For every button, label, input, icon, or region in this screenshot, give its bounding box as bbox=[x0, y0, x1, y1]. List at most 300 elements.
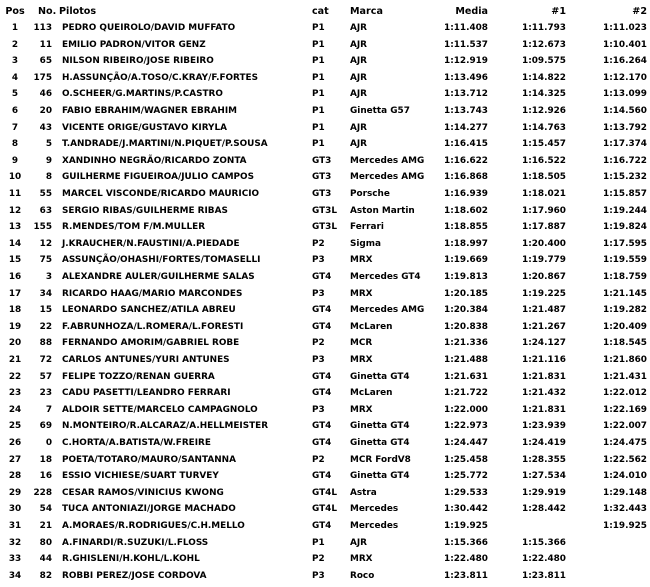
cell-media: 1:18.997 bbox=[444, 238, 488, 249]
table-row bbox=[0, 203, 650, 219]
cell-lap1: 1:14.763 bbox=[522, 122, 566, 133]
table-row bbox=[0, 120, 650, 136]
table-row bbox=[0, 302, 650, 318]
cell-pilotos: CESAR RAMOS/VINICIUS KWONG bbox=[62, 487, 224, 498]
cell-lap1: 1:09.575 bbox=[522, 56, 566, 67]
cell-lap1: 1:15.457 bbox=[522, 139, 566, 150]
cell-lap1: 1:20.867 bbox=[522, 272, 566, 282]
cell-lap2: 1:18.545 bbox=[603, 338, 647, 349]
cell-marca: Mercedes bbox=[350, 504, 399, 515]
cell-lap1: 1:23.811 bbox=[522, 570, 566, 581]
cell-no: 65 bbox=[39, 56, 52, 67]
cell-cat: GT3 bbox=[312, 172, 332, 183]
cell-pilotos: ALEXANDRE AULER/GUILHERME SALAS bbox=[62, 272, 255, 282]
cell-pilotos: O.SCHEER/G.MARTINS/P.CASTRO bbox=[62, 89, 223, 100]
cell-pos: 3 bbox=[11, 56, 19, 67]
cell-lap2: 1:22.007 bbox=[603, 421, 647, 432]
table-row bbox=[0, 568, 650, 584]
cell-pilotos: GUILHERME FIGUEIROA/JULIO CAMPOS bbox=[62, 172, 254, 183]
cell-no: 11 bbox=[39, 39, 52, 50]
cell-pilotos: R.GHISLENI/H.KOHL/L.KOHL bbox=[62, 554, 200, 565]
cell-lap2: 1:22.012 bbox=[603, 388, 647, 399]
cell-lap2: 1:21.860 bbox=[603, 355, 647, 365]
cell-lap1: 1:16.522 bbox=[522, 155, 566, 166]
cell-no: 9 bbox=[45, 155, 52, 166]
cell-lap1: 1:21.831 bbox=[522, 371, 566, 382]
table-row bbox=[0, 402, 650, 418]
cell-lap2: 1:19.244 bbox=[603, 205, 647, 216]
table-row bbox=[0, 501, 650, 517]
cell-cat: GT4 bbox=[312, 421, 332, 432]
cell-no: 12 bbox=[39, 238, 52, 249]
cell-lap1: 1:24.419 bbox=[522, 438, 566, 448]
cell-cat: GT3 bbox=[312, 189, 332, 199]
cell-lap2: 1:22.562 bbox=[603, 454, 647, 465]
cell-pos: 23 bbox=[8, 388, 22, 399]
cell-marca: MRX bbox=[350, 554, 373, 565]
cell-pos: 11 bbox=[8, 189, 22, 199]
cell-marca: Ginetta GT4 bbox=[350, 438, 410, 448]
cell-no: 155 bbox=[33, 222, 52, 233]
cell-pilotos: A.MORAES/R.RODRIGUES/C.H.MELLO bbox=[62, 521, 245, 531]
cell-marca: MCR bbox=[350, 338, 373, 349]
cell-media: 1:22.000 bbox=[444, 404, 488, 415]
cell-marca: Roco bbox=[350, 570, 375, 581]
cell-cat: P3 bbox=[312, 255, 325, 266]
cell-pilotos: A.FINARDI/R.SUZUKI/L.FLOSS bbox=[62, 537, 209, 548]
cell-cat: P2 bbox=[312, 238, 325, 249]
cell-lap1: 1:28.442 bbox=[522, 504, 566, 515]
cell-pos: 28 bbox=[8, 471, 22, 482]
table-row bbox=[0, 518, 650, 534]
table-row bbox=[0, 236, 650, 252]
cell-pilotos: H.ASSUNÇÃO/A.TOSO/C.KRAY/F.FORTES bbox=[62, 72, 258, 83]
cell-marca: MRX bbox=[350, 255, 373, 266]
cell-pilotos: F.ABRUNHOZA/L.ROMERA/L.FORESTI bbox=[62, 321, 244, 332]
cell-lap2: 1:21.431 bbox=[603, 371, 647, 382]
cell-media: 1:18.602 bbox=[444, 205, 488, 216]
cell-marca: MRX bbox=[350, 288, 373, 299]
cell-lap1: 1:14.822 bbox=[522, 72, 566, 83]
cell-marca: Mercedes AMG bbox=[350, 172, 425, 183]
cell-lap1: 1:21.487 bbox=[522, 305, 566, 316]
cell-lap1: 1:21.267 bbox=[522, 321, 566, 332]
cell-lap2: 1:19.824 bbox=[603, 222, 647, 233]
table-row bbox=[0, 485, 650, 501]
table-row bbox=[0, 37, 650, 53]
cell-cat: P1 bbox=[312, 122, 325, 133]
cell-marca: McLaren bbox=[350, 388, 393, 399]
cell-media: 1:11.408 bbox=[444, 23, 488, 33]
cell-pilotos: R.MENDES/TOM F/M.MULLER bbox=[62, 222, 206, 233]
cell-pos: 2 bbox=[11, 39, 19, 50]
cell-lap2: 1:21.145 bbox=[603, 288, 647, 299]
cell-lap2: 1:19.559 bbox=[603, 255, 647, 266]
cell-no: 34 bbox=[39, 288, 52, 299]
cell-pilotos: N.MONTEIRO/R.ALCARAZ/A.HELLMEISTER bbox=[62, 421, 269, 432]
cell-cat: P1 bbox=[312, 139, 325, 150]
cell-marca: Sigma bbox=[350, 238, 382, 249]
cell-cat: P3 bbox=[312, 404, 325, 415]
cell-pos: 31 bbox=[8, 521, 22, 531]
cell-pilotos: TUCA ANTONIAZI/JORGE MACHADO bbox=[62, 504, 236, 515]
cell-no: 16 bbox=[39, 471, 52, 482]
table-row bbox=[0, 269, 650, 285]
cell-pos: 29 bbox=[8, 487, 22, 498]
cell-no: 5 bbox=[45, 139, 52, 150]
cell-pos: 16 bbox=[8, 272, 22, 282]
cell-pilotos: EMILIO PADRON/VITOR GENZ bbox=[62, 39, 206, 50]
cell-media: 1:11.537 bbox=[444, 39, 488, 50]
cell-media: 1:15.366 bbox=[444, 537, 488, 548]
cell-marca: MRX bbox=[350, 355, 373, 365]
cell-pilotos: CARLOS ANTUNES/YURI ANTUNES bbox=[62, 355, 230, 365]
cell-lap2: 1:29.148 bbox=[603, 487, 647, 498]
cell-lap2: 1:15.857 bbox=[603, 189, 647, 199]
cell-pos: 22 bbox=[8, 371, 22, 382]
cell-pos: 32 bbox=[8, 537, 22, 548]
cell-lap2: 1:20.409 bbox=[603, 321, 647, 332]
cell-marca: AJR bbox=[350, 139, 368, 150]
cell-pilotos: ALDOIR SETTE/MARCELO CAMPAGNOLO bbox=[62, 404, 258, 415]
cell-lap1: 1:18.021 bbox=[522, 189, 566, 199]
cell-marca: MCR FordV8 bbox=[350, 454, 411, 465]
cell-no: 88 bbox=[39, 338, 52, 349]
cell-lap1: 1:12.926 bbox=[522, 106, 566, 116]
cell-cat: GT4 bbox=[312, 388, 332, 399]
cell-pilotos: FELIPE TOZZO/RENAN GUERRA bbox=[62, 371, 215, 382]
cell-media: 1:21.336 bbox=[444, 338, 488, 349]
cell-cat: GT4L bbox=[312, 487, 338, 498]
cell-lap2: 1:13.792 bbox=[603, 122, 647, 133]
cell-marca: Aston Martin bbox=[350, 205, 415, 216]
cell-cat: GT3L bbox=[312, 222, 338, 233]
cell-media: 1:21.488 bbox=[444, 355, 488, 365]
cell-cat: P1 bbox=[312, 39, 325, 50]
cell-lap1: 1:20.400 bbox=[522, 238, 566, 249]
cell-media: 1:21.631 bbox=[444, 371, 488, 382]
cell-lap1: 1:11.793 bbox=[522, 23, 566, 33]
cell-no: 80 bbox=[39, 537, 52, 548]
table-row bbox=[0, 53, 650, 69]
cell-no: 63 bbox=[39, 205, 52, 216]
cell-pilotos: PEDRO QUEIROLO/DAVID MUFFATO bbox=[62, 23, 236, 33]
cell-pos: 24 bbox=[8, 404, 22, 415]
cell-lap1: 1:21.116 bbox=[522, 355, 566, 365]
cell-pilotos: RICARDO HAAG/MARIO MARCONDES bbox=[62, 288, 243, 299]
table-row bbox=[0, 535, 650, 551]
cell-pilotos: SERGIO RIBAS/GUILHERME RIBAS bbox=[62, 205, 228, 216]
cell-pilotos: VICENTE ORIGE/GUSTAVO KIRYLA bbox=[62, 122, 227, 133]
cell-marca: Ginetta G57 bbox=[350, 106, 410, 116]
cell-marca: AJR bbox=[350, 23, 368, 33]
cell-cat: P3 bbox=[312, 288, 325, 299]
cell-lap2: 1:15.232 bbox=[603, 172, 647, 183]
cell-pos: 19 bbox=[8, 321, 22, 332]
cell-cat: P2 bbox=[312, 554, 325, 565]
table-row bbox=[0, 319, 650, 335]
cell-pos: 20 bbox=[8, 338, 22, 349]
cell-no: 20 bbox=[39, 106, 52, 116]
cell-lap1: 1:19.225 bbox=[522, 288, 566, 299]
cell-media: 1:30.442 bbox=[444, 504, 488, 515]
cell-media: 1:25.458 bbox=[444, 454, 488, 465]
cell-marca: AJR bbox=[350, 72, 368, 83]
cell-pos: 25 bbox=[8, 421, 22, 432]
header-no: No. bbox=[38, 6, 57, 17]
cell-no: 22 bbox=[39, 321, 52, 332]
cell-cat: GT3 bbox=[312, 155, 332, 166]
cell-cat: GT4 bbox=[312, 305, 332, 316]
cell-lap2: 1:12.170 bbox=[603, 72, 647, 83]
cell-pos: 33 bbox=[8, 554, 22, 565]
cell-pos: 34 bbox=[8, 570, 22, 581]
cell-lap2: 1:14.560 bbox=[603, 106, 647, 116]
cell-lap2: 1:17.374 bbox=[603, 139, 647, 150]
cell-lap2: 1:19.282 bbox=[603, 305, 647, 316]
cell-no: 21 bbox=[39, 521, 52, 531]
cell-lap2: 1:18.759 bbox=[603, 272, 647, 282]
cell-media: 1:21.722 bbox=[444, 388, 488, 399]
table-row bbox=[0, 286, 650, 302]
cell-no: 175 bbox=[33, 72, 52, 83]
cell-media: 1:24.447 bbox=[444, 438, 488, 448]
cell-no: 8 bbox=[45, 172, 52, 183]
cell-cat: P2 bbox=[312, 338, 325, 349]
cell-media: 1:23.811 bbox=[444, 570, 488, 581]
cell-no: 57 bbox=[39, 371, 52, 382]
cell-no: 75 bbox=[39, 255, 52, 266]
header-media: Media bbox=[455, 6, 488, 17]
cell-media: 1:20.838 bbox=[444, 321, 488, 332]
cell-marca: Ginetta GT4 bbox=[350, 371, 410, 382]
cell-cat: P3 bbox=[312, 355, 325, 365]
cell-lap1: 1:22.480 bbox=[522, 554, 566, 565]
cell-no: 0 bbox=[45, 438, 52, 448]
cell-marca: Astra bbox=[350, 487, 377, 498]
cell-media: 1:22.973 bbox=[444, 421, 488, 432]
cell-cat: GT4 bbox=[312, 321, 332, 332]
header-lap2: #2 bbox=[632, 6, 647, 17]
cell-cat: GT4 bbox=[312, 471, 332, 482]
cell-pos: 12 bbox=[8, 205, 22, 216]
cell-lap2: 1:32.443 bbox=[603, 504, 647, 515]
cell-cat: GT4 bbox=[312, 521, 332, 531]
cell-pos: 6 bbox=[11, 106, 19, 116]
cell-no: 113 bbox=[33, 23, 52, 33]
cell-lap1: 1:24.127 bbox=[522, 338, 566, 349]
table-row bbox=[0, 369, 650, 385]
cell-marca: Ferrari bbox=[350, 222, 384, 233]
cell-no: 72 bbox=[39, 355, 52, 365]
cell-lap1: 1:27.534 bbox=[522, 471, 566, 482]
cell-lap2: 1:11.023 bbox=[603, 23, 647, 33]
cell-media: 1:13.712 bbox=[444, 89, 488, 100]
table-row bbox=[0, 352, 650, 368]
cell-lap1: 1:15.366 bbox=[522, 537, 566, 548]
cell-pilotos: ROBBI PEREZ/JOSE CORDOVA bbox=[62, 570, 207, 581]
cell-pilotos: NILSON RIBEIRO/JOSE RIBEIRO bbox=[62, 56, 214, 67]
cell-pilotos: C.HORTA/A.BATISTA/W.FREIRE bbox=[62, 438, 211, 448]
table-row bbox=[0, 335, 650, 351]
cell-no: 23 bbox=[39, 388, 52, 399]
cell-no: 54 bbox=[39, 504, 52, 515]
cell-cat: P1 bbox=[312, 56, 325, 67]
cell-lap1: 1:21.831 bbox=[522, 404, 566, 415]
header-pos: Pos bbox=[5, 6, 25, 17]
cell-lap1: 1:17.960 bbox=[522, 205, 566, 216]
cell-pilotos: FABIO EBRAHIM/WAGNER EBRAHIM bbox=[62, 106, 237, 116]
cell-pos: 1 bbox=[11, 23, 19, 33]
cell-pos: 26 bbox=[8, 438, 22, 448]
cell-lap2: 1:24.475 bbox=[603, 438, 647, 448]
cell-marca: Ginetta GT4 bbox=[350, 421, 410, 432]
cell-cat: GT4 bbox=[312, 272, 332, 282]
cell-pilotos: LEONARDO SANCHEZ/ATILA ABREU bbox=[62, 305, 236, 316]
cell-pilotos: ESSIO VICHIESE/SUART TURVEY bbox=[62, 471, 219, 482]
table-row bbox=[0, 186, 650, 202]
cell-pos: 18 bbox=[8, 305, 22, 316]
cell-pos: 17 bbox=[8, 288, 22, 299]
cell-lap1: 1:12.673 bbox=[522, 39, 566, 50]
cell-lap1: 1:21.432 bbox=[522, 388, 566, 399]
header-marca: Marca bbox=[350, 6, 383, 17]
cell-lap2: 1:13.099 bbox=[603, 89, 647, 100]
cell-marca: Mercedes AMG bbox=[350, 155, 425, 166]
cell-no: 43 bbox=[39, 122, 52, 133]
header-pilotos: Pilotos bbox=[59, 6, 97, 17]
cell-media: 1:16.415 bbox=[444, 139, 488, 150]
cell-marca: Ginetta GT4 bbox=[350, 471, 410, 482]
cell-media: 1:13.743 bbox=[444, 106, 488, 116]
cell-media: 1:13.496 bbox=[444, 72, 488, 83]
cell-media: 1:25.772 bbox=[444, 471, 488, 482]
cell-lap1: 1:19.779 bbox=[522, 255, 566, 266]
cell-cat: GT4 bbox=[312, 371, 332, 382]
cell-pos: 27 bbox=[8, 454, 22, 465]
cell-pos: 14 bbox=[8, 238, 22, 249]
cell-pilotos: T.ANDRADE/J.MARTINI/N.PIQUET/P.SOUSA bbox=[62, 139, 268, 150]
table-row bbox=[0, 551, 650, 567]
cell-media: 1:22.480 bbox=[444, 554, 488, 565]
cell-pos: 8 bbox=[11, 139, 19, 150]
cell-marca: AJR bbox=[350, 39, 368, 50]
cell-cat: P1 bbox=[312, 72, 325, 83]
cell-no: 15 bbox=[39, 305, 52, 316]
cell-lap2: 1:16.264 bbox=[603, 56, 647, 67]
cell-no: 44 bbox=[39, 554, 52, 565]
cell-lap2: 1:10.401 bbox=[603, 39, 647, 50]
table-row bbox=[0, 435, 650, 451]
cell-cat: P1 bbox=[312, 89, 325, 100]
table-row bbox=[0, 153, 650, 169]
cell-marca: MRX bbox=[350, 404, 373, 415]
cell-lap1: 1:14.325 bbox=[522, 89, 566, 100]
cell-marca: Mercedes AMG bbox=[350, 305, 425, 316]
table-row bbox=[0, 418, 650, 434]
cell-no: 69 bbox=[39, 421, 52, 432]
cell-pos: 9 bbox=[11, 155, 19, 166]
cell-marca: Mercedes bbox=[350, 521, 399, 531]
cell-lap1: 1:18.505 bbox=[522, 172, 566, 183]
cell-marca: Mercedes GT4 bbox=[350, 272, 421, 282]
cell-cat: P2 bbox=[312, 454, 325, 465]
cell-lap2: 1:24.010 bbox=[603, 471, 647, 482]
cell-media: 1:16.622 bbox=[444, 155, 488, 166]
cell-lap2: 1:16.722 bbox=[603, 155, 647, 166]
table-row bbox=[0, 219, 650, 235]
cell-marca: McLaren bbox=[350, 321, 393, 332]
cell-media: 1:20.185 bbox=[444, 288, 488, 299]
cell-pos: 10 bbox=[8, 172, 22, 183]
cell-media: 1:14.277 bbox=[444, 122, 488, 133]
table-row bbox=[0, 86, 650, 102]
cell-pilotos: CADU PASETTI/LEANDRO FERRARI bbox=[62, 388, 231, 399]
cell-cat: P3 bbox=[312, 570, 325, 581]
cell-marca: AJR bbox=[350, 56, 368, 67]
cell-lap2: 1:19.925 bbox=[603, 521, 647, 531]
cell-marca: AJR bbox=[350, 537, 368, 548]
cell-lap2: 1:22.169 bbox=[603, 404, 647, 415]
cell-cat: GT4L bbox=[312, 504, 338, 515]
cell-no: 82 bbox=[39, 570, 52, 581]
cell-pos: 13 bbox=[8, 222, 22, 233]
cell-media: 1:19.669 bbox=[444, 255, 488, 266]
cell-lap2: 1:17.595 bbox=[603, 238, 647, 249]
cell-pilotos: XANDINHO NEGRÃO/RICARDO ZONTA bbox=[62, 155, 247, 166]
cell-pos: 4 bbox=[11, 72, 19, 83]
table-row bbox=[0, 385, 650, 401]
table-row bbox=[0, 136, 650, 152]
cell-pilotos: J.KRAUCHER/N.FAUSTINI/A.PIEDADE bbox=[62, 238, 240, 249]
cell-pos: 30 bbox=[8, 504, 22, 515]
table-row bbox=[0, 20, 650, 36]
cell-cat: GT4 bbox=[312, 438, 332, 448]
table-row bbox=[0, 103, 650, 119]
cell-pos: 21 bbox=[8, 355, 22, 365]
cell-media: 1:19.925 bbox=[444, 521, 488, 531]
cell-media: 1:19.813 bbox=[444, 272, 488, 282]
cell-pilotos: ASSUNÇÃO/OHASHI/FORTES/TOMASELLI bbox=[62, 255, 261, 266]
cell-pilotos: POETA/TOTARO/MAURO/SANTANNA bbox=[62, 454, 236, 465]
cell-cat: GT3L bbox=[312, 205, 338, 216]
cell-pilotos: FERNANDO AMORIM/GABRIEL ROBE bbox=[62, 338, 240, 349]
header-row bbox=[0, 4, 650, 20]
cell-pos: 5 bbox=[11, 89, 19, 100]
header-cat: cat bbox=[312, 6, 329, 17]
cell-pos: 7 bbox=[11, 122, 19, 133]
cell-lap1: 1:29.919 bbox=[522, 487, 566, 498]
table-row bbox=[0, 452, 650, 468]
cell-marca: Porsche bbox=[350, 189, 390, 199]
cell-no: 55 bbox=[39, 189, 52, 199]
cell-media: 1:20.384 bbox=[444, 305, 488, 316]
cell-media: 1:18.855 bbox=[444, 222, 488, 233]
table-row bbox=[0, 252, 650, 268]
header-lap1: #1 bbox=[551, 6, 566, 17]
table-row bbox=[0, 468, 650, 484]
cell-marca: AJR bbox=[350, 89, 368, 100]
cell-media: 1:16.868 bbox=[444, 172, 488, 183]
cell-no: 7 bbox=[45, 404, 52, 415]
cell-pilotos: MARCEL VISCONDE/RICARDO MAURICIO bbox=[62, 189, 260, 199]
cell-lap1: 1:23.939 bbox=[522, 421, 566, 432]
cell-no: 228 bbox=[33, 487, 52, 498]
cell-lap1: 1:28.355 bbox=[522, 454, 566, 465]
cell-media: 1:29.533 bbox=[444, 487, 488, 498]
table-row bbox=[0, 169, 650, 185]
cell-cat: P1 bbox=[312, 106, 325, 116]
